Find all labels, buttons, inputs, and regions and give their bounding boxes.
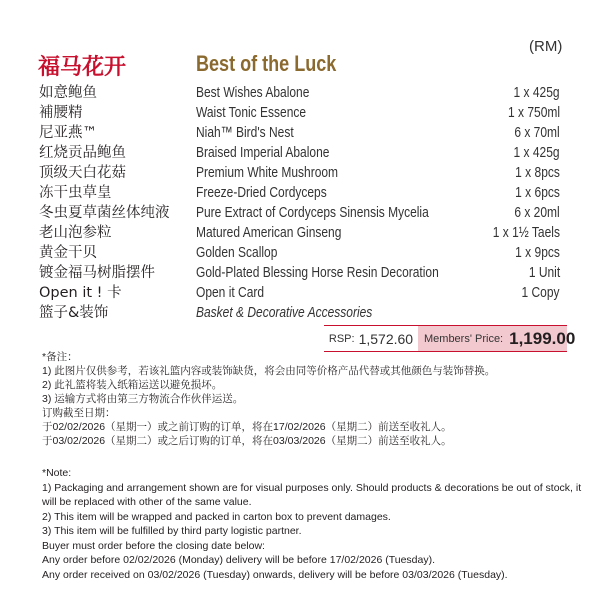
item-quantity: 1 x 1½ Taels	[492, 224, 560, 241]
list-item	[0, 283, 600, 303]
item-name-zh: 老山泡参粒	[39, 225, 112, 241]
rsp-price	[324, 326, 418, 351]
note-line: 2) 此礼篮将装入纸箱运送以避免损坏。	[42, 379, 223, 391]
item-list	[0, 83, 600, 323]
note-line: 订购截至日期：	[42, 407, 116, 419]
note-line: 1) 此图片仅供参考，若该礼篮内容或装饰缺货，将会由同等价格产品代替或其他颜色与装饰替换。	[42, 365, 496, 377]
item-quantity: 1 x 6pcs	[515, 184, 560, 201]
price-bar	[324, 325, 576, 352]
rsp-value: 1,572.60	[358, 330, 414, 347]
item-name-zh: 如意鲍鱼	[39, 85, 97, 101]
list-item	[0, 83, 600, 103]
item-name-en: Braised Imperial Abalone	[196, 144, 330, 161]
note-line: 于03/02/2026（星期二）或之后订购的订单，将在03/03/2026（星期二）前送至收礼人。	[42, 435, 452, 447]
note-heading: *Note:	[42, 467, 72, 479]
item-name-en: Niah™ Bird's Nest	[196, 124, 294, 141]
item-name-zh: Open it ! 卡	[39, 285, 122, 301]
item-quantity: 1 x 425g	[513, 84, 560, 101]
item-name-zh: 補腰精	[39, 105, 83, 121]
title-english: Best of the Luck	[196, 51, 337, 76]
note-line: 于02/02/2026（星期一）或之前订购的订单，将在17/02/2026（星期二）前送至收礼人。	[42, 421, 452, 433]
notes-chinese	[42, 350, 582, 448]
note-line: Any order received on 03/02/2026 (Tuesday) onwards, delivery will be before 03/03/2026 (Tuesday).	[42, 568, 508, 581]
note-line: 3) This item will be fulfilled by third party logistic partner.	[42, 525, 302, 537]
list-item	[0, 263, 600, 283]
note-line: 1) Packaging and arrangement shown are for visual purposes only. Should products & decorations be out of stock, it	[42, 481, 582, 494]
item-quantity: 6 x 70ml	[514, 124, 560, 141]
item-name-zh: 顶级天白花菇	[39, 165, 126, 181]
item-quantity: 1 x 425g	[513, 144, 560, 161]
item-name-en: Gold-Plated Blessing Horse Resin Decoration	[196, 264, 439, 281]
item-quantity: 1 x 750ml	[507, 104, 560, 121]
list-item	[0, 123, 600, 143]
note-heading: *备注：	[42, 351, 78, 363]
item-name-zh: 篮子&装饰	[39, 305, 109, 321]
notes-english	[42, 466, 582, 582]
currency-label: (RM)	[529, 38, 563, 55]
note-line: 3) 运输方式将由第三方物流合作伙伴运送。	[42, 393, 244, 405]
members-price	[418, 326, 576, 351]
note-line: will be replaced with other of the same value.	[42, 496, 252, 508]
item-quantity: 1 x 9pcs	[515, 244, 560, 261]
members-price-value: 1,199.00	[509, 328, 576, 348]
list-item	[0, 303, 600, 323]
item-name-en: Best Wishes Abalone	[196, 84, 310, 101]
item-name-en: Basket & Decorative Accessories	[196, 304, 373, 321]
item-quantity: 1 Copy	[521, 284, 560, 301]
item-name-en: Golden Scallop	[196, 244, 278, 261]
item-name-en: Pure Extract of Cordyceps Sinensis Mycelia	[196, 204, 429, 221]
item-name-en: Open it Card	[196, 284, 265, 301]
list-item	[0, 183, 600, 203]
item-quantity: 1 Unit	[528, 264, 560, 281]
item-quantity: 6 x 20ml	[514, 204, 560, 221]
list-item	[0, 163, 600, 183]
list-item	[0, 203, 600, 223]
item-name-en: Matured American Ginseng	[196, 224, 342, 241]
list-item	[0, 223, 600, 243]
members-price-label: Members' Price:	[424, 332, 504, 345]
note-line: 2) This item will be wrapped and packed in carton box to prevent damages.	[42, 510, 391, 523]
item-name-zh: 红烧贡品鲍鱼	[39, 145, 126, 161]
note-line: Any order before 02/02/2026 (Monday) delivery will be before 17/02/2026 (Tuesday).	[42, 554, 436, 566]
item-name-zh: 镀金福马树脂摆件	[39, 265, 155, 281]
list-item	[0, 143, 600, 163]
item-name-zh: 黄金干贝	[39, 245, 97, 261]
note-line: Buyer must order before the closing date below:	[42, 539, 265, 552]
item-name-zh: 冻干虫草皇	[39, 185, 112, 201]
item-name-zh: 尼亚燕™	[39, 125, 97, 141]
item-name-en: Freeze-Dried Cordyceps	[196, 184, 327, 201]
rsp-label: RSP:	[328, 332, 355, 345]
item-quantity: 1 x 8pcs	[515, 164, 560, 181]
item-name-zh: 冬虫夏草菌丝体纯液	[39, 205, 170, 221]
list-item	[0, 103, 600, 123]
title-chinese: 福马花开	[38, 55, 127, 80]
list-item	[0, 243, 600, 263]
item-name-en: Waist Tonic Essence	[196, 104, 307, 121]
item-name-en: Premium White Mushroom	[196, 164, 339, 181]
